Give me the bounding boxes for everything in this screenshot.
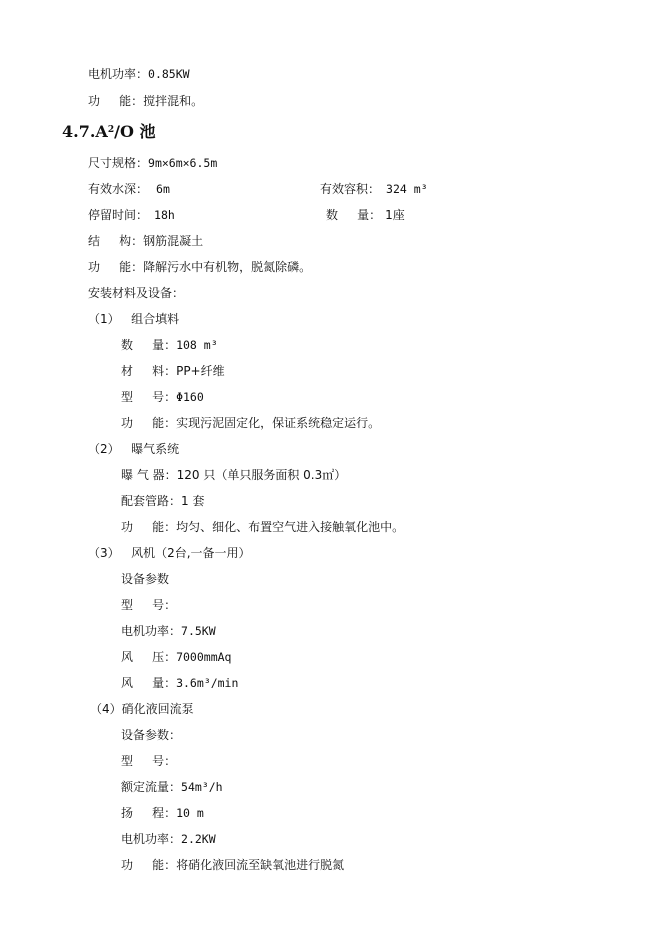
size-value: 9m×6m×6.5m [148, 156, 218, 170]
pump-power-line [121, 831, 216, 847]
quantity-value: 1座 [385, 208, 405, 222]
pump-title: （4）硝化液回流泵 [90, 702, 194, 716]
function-label: 功 能： [88, 260, 144, 274]
pipe-value: 1 套 [181, 494, 205, 508]
function-line [88, 259, 311, 275]
time-line [88, 207, 175, 223]
aeration-title: （2） 曝气系统 [88, 442, 180, 456]
packing-qty-line [121, 337, 218, 353]
blower-flow-line [121, 675, 238, 691]
pump-power-label: 电机功率： [121, 832, 182, 846]
packing-model-line [121, 389, 204, 405]
structure-line [88, 233, 203, 249]
pump-head-line [121, 805, 204, 821]
packing-model-value: Φ160 [176, 390, 204, 404]
blower-pressure-value: 7000mmAq [176, 650, 232, 664]
aeration-function-value: 均匀、细化、布置空气进入接触氧化池中。 [176, 520, 405, 534]
blower-pressure-label: 风 压： [121, 650, 177, 664]
install-line: 安装材料及设备： [88, 286, 185, 300]
packing-qty-label: 数 量： [121, 338, 177, 352]
pump-flow-line [121, 779, 223, 795]
pipe-line [121, 493, 204, 509]
structure-label: 结 构： [88, 234, 144, 248]
time-label: 停留时间： [88, 208, 149, 222]
depth-value: 6m [156, 182, 170, 196]
pump-flow-value: 54m³/h [181, 780, 223, 794]
time-value: 18h [154, 208, 175, 222]
quantity-label: 数 量： [326, 208, 382, 222]
packing-qty-value: 108 m³ [176, 338, 218, 352]
quantity-line [326, 207, 405, 223]
section-title-rest: /O 池 [114, 122, 156, 141]
volume-value: 324 m³ [386, 182, 428, 196]
blower-pressure-line [121, 649, 231, 665]
packing-function-label: 功 能： [121, 416, 177, 430]
section-number: 4.7. [62, 122, 96, 141]
pump-head-value: 10 m [176, 806, 204, 820]
packing-function-line [121, 415, 380, 431]
packing-function-value: 实现污泥固定化，保证系统稳定运行。 [176, 416, 381, 430]
packing-material-label: 材 料： [121, 364, 177, 378]
section-title-a: A [95, 122, 108, 141]
size-line [88, 155, 217, 171]
prev-motor-power-line [88, 66, 190, 82]
function-value: 降解污水中有机物，脱氮除磷。 [143, 260, 312, 274]
blower-model-label: 型 号： [121, 598, 177, 612]
blower-flow-label: 风 量： [121, 676, 177, 690]
prev-function-line [88, 93, 203, 109]
blower-params: 设备参数 [121, 572, 170, 586]
blower-power-line [121, 623, 216, 639]
aerator-value: 120 只（单只服务面积 0.3㎡） [176, 468, 347, 482]
structure-value: 钢筋混凝土 [143, 234, 204, 248]
pump-flow-label: 额定流量： [121, 780, 182, 794]
aerator-label: 曝 气 器： [121, 468, 177, 482]
size-label: 尺寸规格： [88, 156, 149, 170]
prev-function-value: 搅拌混和。 [143, 94, 204, 108]
pump-params: 设备参数： [121, 728, 182, 742]
pump-power-value: 2.2KW [181, 832, 216, 846]
packing-model-label: 型 号： [121, 390, 177, 404]
packing-title: （1） 组合填料 [88, 312, 180, 326]
volume-label: 有效容积： [320, 182, 381, 196]
blower-power-label: 电机功率： [121, 624, 182, 638]
pump-head-label: 扬 程： [121, 806, 177, 820]
pump-model-label: 型 号： [121, 754, 177, 768]
section-heading [62, 122, 155, 142]
pump-function-label: 功 能： [121, 858, 177, 872]
blower-model-line [121, 597, 176, 613]
volume-line [320, 181, 428, 197]
aeration-function-label: 功 能： [121, 520, 177, 534]
pump-function-line [121, 857, 344, 873]
pump-model-line [121, 753, 176, 769]
blower-power-value: 7.5KW [181, 624, 216, 638]
pipe-label: 配套管路： [121, 494, 182, 508]
section-title-sup: 2 [107, 125, 115, 135]
prev-function-label: 功 能： [88, 94, 144, 108]
pump-function-value: 将硝化液回流至缺氧池进行脱氮 [176, 858, 345, 872]
blower-title: （3） 风机（2台,一备一用） [88, 546, 251, 560]
packing-material-line [121, 363, 225, 379]
prev-motor-power-label: 电机功率： [88, 67, 149, 81]
packing-material-value: PP+纤维 [176, 364, 225, 378]
blower-flow-value: 3.6m³/min [176, 676, 239, 690]
depth-line [88, 181, 170, 197]
depth-label: 有效水深： [88, 182, 149, 196]
prev-motor-power-value: 0.85KW [148, 67, 190, 81]
aerator-line [121, 467, 346, 483]
aeration-function-line [121, 519, 404, 535]
